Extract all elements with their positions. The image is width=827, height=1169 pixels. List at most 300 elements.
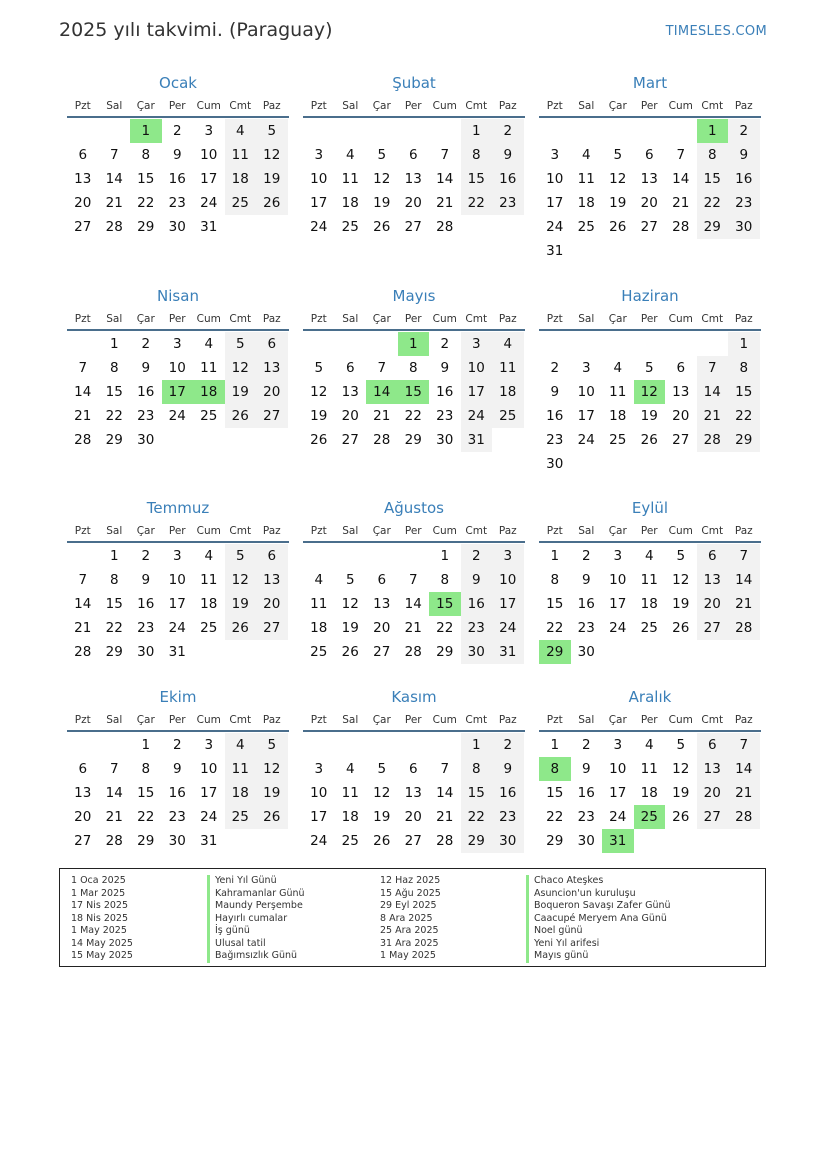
day-cell: 23: [546, 432, 564, 448]
weekday-label: Cum: [432, 525, 457, 537]
day-cell: 31: [200, 219, 218, 235]
weekday-label: Cum: [432, 100, 457, 112]
legend-date: 29 Eyl 2025: [380, 900, 437, 911]
weekday-label: Paz: [734, 714, 753, 726]
weekday-label: Pzt: [310, 714, 327, 726]
day-cell: 15: [461, 781, 493, 805]
day-cell: 25: [225, 191, 257, 215]
day-cell: 22: [546, 620, 564, 636]
day-cell: 21: [105, 809, 123, 825]
weekday-label: Çar: [608, 100, 627, 112]
month-name: Ocak: [159, 74, 197, 92]
day-cell: 3: [581, 360, 591, 376]
day-cell: 18: [225, 167, 257, 191]
empty-cell: [602, 332, 634, 356]
day-cell: 19: [225, 592, 257, 616]
day-cell: 4: [314, 572, 324, 588]
weekday-header: [303, 521, 525, 543]
day-cell: 16: [137, 596, 155, 612]
empty-cell: [366, 733, 398, 757]
day-cell: 15: [697, 167, 729, 191]
empty-cell: [665, 332, 697, 356]
day-cell: 25: [200, 620, 218, 636]
day-cell: 16: [577, 596, 595, 612]
weekday-label: Paz: [262, 714, 281, 726]
day-cell: 6: [78, 147, 88, 163]
day-cell: 9: [172, 761, 182, 777]
holiday-day-cell: 1: [130, 119, 162, 143]
day-cell: 8: [109, 572, 119, 588]
day-cell: 19: [640, 408, 658, 424]
day-cell: 26: [225, 616, 257, 640]
day-cell: 14: [74, 384, 92, 400]
day-cell: 14: [728, 757, 760, 781]
day-cell: 16: [168, 171, 186, 187]
day-cell: 21: [373, 408, 391, 424]
day-cell: 8: [697, 143, 729, 167]
day-cell: 2: [141, 548, 151, 564]
legend-holiday-name: Mayıs günü: [526, 950, 671, 963]
day-cell: 3: [314, 761, 324, 777]
day-cell: 19: [672, 785, 690, 801]
day-cell: 2: [581, 548, 591, 564]
day-cell: 29: [436, 644, 454, 660]
day-cell: 26: [256, 191, 288, 215]
weekday-label: Sal: [578, 313, 595, 325]
day-cell: 24: [168, 620, 186, 636]
weekday-label: Per: [404, 100, 422, 112]
month-name: Ağustos: [384, 499, 444, 517]
day-cell: 13: [373, 596, 391, 612]
legend-date: 1 Oca 2025: [71, 875, 126, 886]
day-cell: 4: [613, 360, 623, 376]
day-cell: 6: [256, 332, 288, 356]
day-cell: 28: [436, 219, 454, 235]
legend-date: 1 May 2025: [71, 925, 127, 936]
month-block: [539, 497, 761, 664]
holiday-day-cell: 18: [193, 380, 225, 404]
month-name: Haziran: [621, 287, 679, 305]
legend-holiday-name: Bağımsızlık Günü: [207, 950, 305, 963]
day-cell: 5: [314, 360, 324, 376]
day-cell: 26: [373, 219, 391, 235]
weekday-label: Sal: [106, 313, 123, 325]
empty-cell: [398, 119, 430, 143]
day-cell: 10: [461, 356, 493, 380]
day-cell: 10: [577, 384, 595, 400]
day-cell: 7: [78, 360, 88, 376]
day-cell: 24: [168, 408, 186, 424]
day-cell: 23: [137, 620, 155, 636]
empty-cell: [335, 332, 367, 356]
legend-holiday-name: Maundy Perşembe: [207, 900, 305, 913]
day-cell: 10: [492, 568, 524, 592]
day-cell: 5: [256, 119, 288, 143]
day-cell: 16: [577, 785, 595, 801]
weekday-label: Çar: [608, 525, 627, 537]
day-cell: 20: [697, 592, 729, 616]
day-cell: 11: [225, 757, 257, 781]
day-cell: 14: [74, 596, 92, 612]
day-cell: 23: [577, 809, 595, 825]
weekday-header: [303, 309, 525, 331]
day-cell: 27: [640, 219, 658, 235]
legend-date: 12 Haz 2025: [380, 875, 441, 886]
day-cell: 28: [672, 219, 690, 235]
day-cell: 12: [225, 568, 257, 592]
weekday-header: [67, 309, 289, 331]
day-cell: 12: [672, 572, 690, 588]
day-cell: 8: [461, 757, 493, 781]
day-cell: 17: [609, 785, 627, 801]
day-cell: 17: [200, 785, 218, 801]
days-grid: [539, 733, 761, 853]
day-cell: 23: [492, 191, 524, 215]
day-cell: 12: [672, 761, 690, 777]
day-cell: 23: [492, 805, 524, 829]
day-cell: 22: [105, 620, 123, 636]
weekday-label: Cmt: [465, 525, 488, 537]
day-cell: 16: [546, 408, 564, 424]
day-cell: 27: [74, 833, 92, 849]
day-cell: 16: [492, 167, 524, 191]
empty-cell: [366, 119, 398, 143]
day-cell: 24: [310, 219, 328, 235]
day-cell: 3: [613, 548, 623, 564]
day-cell: 9: [581, 572, 591, 588]
empty-cell: [303, 332, 335, 356]
day-cell: 13: [341, 384, 359, 400]
day-cell: 24: [609, 809, 627, 825]
weekday-label: Cum: [196, 100, 221, 112]
legend-dates-left: [71, 875, 133, 963]
day-cell: 19: [672, 596, 690, 612]
weekday-header: [539, 521, 761, 543]
day-cell: 12: [310, 384, 328, 400]
day-cell: 28: [373, 432, 391, 448]
empty-cell: [602, 119, 634, 143]
holiday-day-cell: 17: [162, 380, 194, 404]
day-cell: 14: [697, 380, 729, 404]
legend-date: 8 Ara 2025: [380, 912, 433, 924]
day-cell: 20: [256, 380, 288, 404]
day-cell: 1: [109, 548, 119, 564]
weekday-label: Paz: [262, 525, 281, 537]
brand-link[interactable]: TIMESLES.COM: [665, 24, 767, 39]
day-cell: 29: [697, 215, 729, 239]
legend-holiday-name: Yeni Yıl arifesi: [526, 938, 671, 951]
day-cell: 30: [137, 644, 155, 660]
empty-cell: [697, 332, 729, 356]
day-cell: 1: [728, 332, 760, 356]
weekday-label: Çar: [136, 313, 155, 325]
day-cell: 18: [492, 380, 524, 404]
month-name: Ekim: [159, 688, 197, 706]
weekday-label: Cmt: [229, 525, 252, 537]
day-cell: 18: [341, 809, 359, 825]
month-name: Aralık: [628, 688, 672, 706]
day-cell: 27: [697, 805, 729, 829]
weekday-label: Cmt: [465, 313, 488, 325]
day-cell: 5: [377, 761, 387, 777]
weekday-label: Cmt: [465, 100, 488, 112]
weekday-header: [67, 710, 289, 732]
legend-date: 31 Ara 2025: [380, 937, 439, 949]
day-cell: 3: [172, 548, 182, 564]
day-cell: 2: [172, 123, 182, 139]
days-grid: [539, 544, 761, 664]
weekday-label: Cmt: [701, 714, 724, 726]
day-cell: 7: [440, 761, 450, 777]
day-cell: 9: [440, 360, 450, 376]
day-cell: 17: [310, 195, 328, 211]
day-cell: 4: [492, 332, 524, 356]
weekday-label: Per: [168, 100, 186, 112]
day-cell: 17: [492, 592, 524, 616]
day-cell: 6: [697, 733, 729, 757]
holiday-day-cell: 1: [398, 332, 430, 356]
weekday-label: Cmt: [701, 525, 724, 537]
day-cell: 28: [697, 428, 729, 452]
day-cell: 14: [105, 171, 123, 187]
day-cell: 7: [109, 761, 119, 777]
day-cell: 31: [546, 243, 564, 259]
day-cell: 20: [404, 809, 422, 825]
day-cell: 19: [256, 781, 288, 805]
day-cell: 1: [550, 737, 560, 753]
month-block: [67, 285, 289, 452]
day-cell: 25: [310, 644, 328, 660]
weekday-label: Pzt: [546, 100, 563, 112]
weekday-label: Çar: [372, 313, 391, 325]
day-cell: 3: [550, 147, 560, 163]
day-cell: 1: [550, 548, 560, 564]
empty-cell: [634, 119, 666, 143]
day-cell: 16: [492, 781, 524, 805]
day-cell: 29: [404, 432, 422, 448]
month-name: Nisan: [157, 287, 199, 305]
day-cell: 9: [550, 384, 560, 400]
day-cell: 21: [404, 620, 422, 636]
day-cell: 30: [577, 644, 595, 660]
day-cell: 19: [373, 809, 391, 825]
days-grid: [67, 544, 289, 664]
day-cell: 6: [676, 360, 686, 376]
legend-date: 15 Ağu 2025: [380, 887, 441, 899]
weekday-header: [67, 521, 289, 543]
day-cell: 22: [461, 805, 493, 829]
day-cell: 15: [461, 167, 493, 191]
day-cell: 20: [404, 195, 422, 211]
day-cell: 3: [314, 147, 324, 163]
day-cell: 10: [609, 761, 627, 777]
empty-cell: [67, 544, 99, 568]
day-cell: 30: [546, 456, 564, 472]
day-cell: 9: [492, 757, 524, 781]
weekday-header: [67, 96, 289, 118]
day-cell: 5: [676, 737, 686, 753]
empty-cell: [429, 119, 461, 143]
weekday-label: Per: [404, 714, 422, 726]
day-cell: 17: [200, 171, 218, 187]
day-cell: 21: [74, 620, 92, 636]
day-cell: 25: [225, 805, 257, 829]
day-cell: 21: [672, 195, 690, 211]
weekday-header: [303, 96, 525, 118]
day-cell: 16: [728, 167, 760, 191]
day-cell: 11: [310, 596, 328, 612]
day-cell: 2: [492, 119, 524, 143]
day-cell: 15: [105, 384, 123, 400]
holiday-day-cell: 8: [539, 757, 571, 781]
weekday-label: Pzt: [310, 313, 327, 325]
day-cell: 29: [105, 644, 123, 660]
day-cell: 11: [200, 360, 218, 376]
day-cell: 12: [256, 143, 288, 167]
day-cell: 27: [672, 432, 690, 448]
day-cell: 20: [640, 195, 658, 211]
day-cell: 11: [225, 143, 257, 167]
day-cell: 22: [461, 191, 493, 215]
day-cell: 15: [137, 785, 155, 801]
day-cell: 14: [436, 171, 454, 187]
day-cell: 15: [546, 785, 564, 801]
day-cell: 7: [377, 360, 387, 376]
weekday-label: Çar: [136, 714, 155, 726]
day-cell: 6: [345, 360, 355, 376]
day-cell: 7: [78, 572, 88, 588]
day-cell: 12: [341, 596, 359, 612]
day-cell: 18: [225, 781, 257, 805]
day-cell: 19: [225, 380, 257, 404]
day-cell: 16: [137, 384, 155, 400]
day-cell: 4: [204, 548, 214, 564]
day-cell: 30: [436, 432, 454, 448]
legend-date: 25 Ara 2025: [380, 925, 439, 936]
holiday-day-cell: 29: [539, 640, 571, 664]
legend-holiday-name: Hayırlı cumalar: [207, 913, 305, 926]
day-cell: 18: [640, 785, 658, 801]
day-cell: 9: [141, 572, 151, 588]
day-cell: 9: [728, 143, 760, 167]
day-cell: 10: [168, 360, 186, 376]
day-cell: 24: [492, 616, 524, 640]
day-cell: 26: [310, 432, 328, 448]
day-cell: 13: [672, 384, 690, 400]
day-cell: 21: [436, 195, 454, 211]
day-cell: 28: [74, 432, 92, 448]
holiday-day-cell: 31: [602, 829, 634, 853]
days-grid: [539, 332, 761, 476]
day-cell: 3: [204, 123, 214, 139]
weekday-label: Paz: [498, 714, 517, 726]
day-cell: 24: [200, 809, 218, 825]
day-cell: 8: [141, 147, 151, 163]
weekday-label: Cmt: [229, 714, 252, 726]
page-title: 2025 yılı takvimi. (Paraguay): [59, 19, 333, 41]
day-cell: 28: [728, 805, 760, 829]
day-cell: 13: [640, 171, 658, 187]
day-cell: 6: [78, 761, 88, 777]
day-cell: 4: [345, 147, 355, 163]
empty-cell: [571, 332, 603, 356]
day-cell: 20: [256, 592, 288, 616]
weekday-label: Pzt: [74, 714, 91, 726]
weekday-label: Pzt: [546, 313, 563, 325]
day-cell: 26: [672, 620, 690, 636]
weekday-label: Çar: [372, 100, 391, 112]
day-cell: 13: [404, 171, 422, 187]
day-cell: 2: [492, 733, 524, 757]
day-cell: 13: [697, 757, 729, 781]
weekday-label: Per: [168, 313, 186, 325]
day-cell: 18: [577, 195, 595, 211]
month-block: [303, 72, 525, 239]
empty-cell: [335, 544, 367, 568]
day-cell: 6: [256, 544, 288, 568]
legend-holiday-name: Boqueron Savaşı Zafer Günü: [526, 900, 671, 913]
day-cell: 1: [461, 119, 493, 143]
month-block: [539, 72, 761, 263]
empty-cell: [539, 119, 571, 143]
day-cell: 26: [609, 219, 627, 235]
month-name: Mart: [632, 74, 668, 92]
day-cell: 6: [697, 544, 729, 568]
day-cell: 4: [644, 737, 654, 753]
month-block: [303, 285, 525, 452]
day-cell: 19: [341, 620, 359, 636]
day-cell: 28: [105, 833, 123, 849]
day-cell: 10: [609, 572, 627, 588]
day-cell: 9: [492, 143, 524, 167]
day-cell: 19: [256, 167, 288, 191]
day-cell: 20: [74, 195, 92, 211]
day-cell: 31: [168, 644, 186, 660]
day-cell: 5: [377, 147, 387, 163]
empty-cell: [99, 119, 131, 143]
weekday-label: Paz: [498, 313, 517, 325]
day-cell: 13: [256, 568, 288, 592]
weekday-label: Per: [640, 100, 658, 112]
weekday-label: Per: [168, 525, 186, 537]
day-cell: 18: [609, 408, 627, 424]
legend-date: 17 Nis 2025: [71, 900, 128, 911]
empty-cell: [67, 733, 99, 757]
days-grid: [67, 119, 289, 239]
empty-cell: [429, 733, 461, 757]
month-name: Temmuz: [146, 499, 210, 517]
weekday-label: Per: [640, 525, 658, 537]
day-cell: 13: [74, 171, 92, 187]
day-cell: 27: [256, 404, 288, 428]
weekday-label: Pzt: [74, 100, 91, 112]
day-cell: 21: [74, 408, 92, 424]
holiday-day-cell: 15: [429, 592, 461, 616]
day-cell: 18: [341, 195, 359, 211]
day-cell: 3: [204, 737, 214, 753]
days-grid: [303, 733, 525, 853]
day-cell: 19: [609, 195, 627, 211]
day-cell: 12: [225, 356, 257, 380]
empty-cell: [634, 332, 666, 356]
empty-cell: [398, 733, 430, 757]
day-cell: 17: [310, 809, 328, 825]
day-cell: 25: [341, 833, 359, 849]
empty-cell: [571, 119, 603, 143]
day-cell: 11: [577, 171, 595, 187]
day-cell: 7: [109, 147, 119, 163]
month-block: [303, 686, 525, 853]
